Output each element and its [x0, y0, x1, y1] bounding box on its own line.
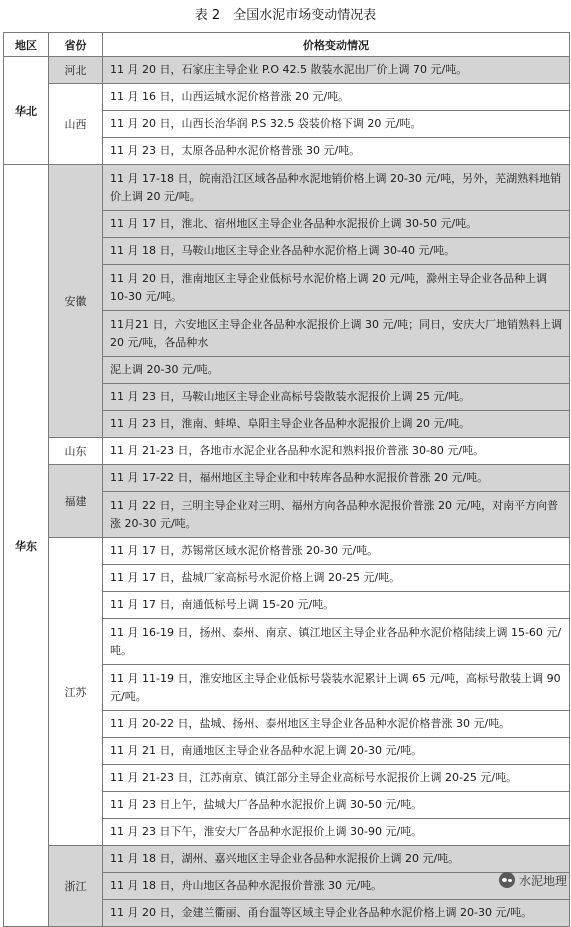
detail-cell: 11 月 18 日，马鞍山地区主导企业各品种水泥价格上调 30-40 元/吨。 — [103, 238, 570, 265]
table-header-row — [4, 33, 570, 57]
detail-cell: 11 月 22 日，三明主导企业对三明、福州方向各品种水泥报价普涨 20 元/吨，对南平方向普涨 20-30 元/吨。 — [103, 492, 570, 538]
province-cell: 山西 — [49, 84, 103, 165]
detail-cell: 11 月 20 日，山西长治华润 P.S 32.5 袋装价格下调 20 元/吨。 — [103, 111, 570, 138]
detail-cell: 11 月 17-18 日，皖南沿江区域各品种水泥地销价格上调 20-30 元/吨，另外，芜湖熟料地销价上调 20 元/吨。 — [103, 165, 570, 211]
table-row — [4, 846, 570, 873]
table-row — [4, 538, 570, 565]
header-region: 地区 — [4, 33, 49, 57]
detail-cell: 11 月 20-22 日，盐城、扬州、泰州地区主导企业各品种水泥价格普涨 30 元/吨。 — [103, 711, 570, 738]
detail-cell: 11 月 23 日，马鞍山地区主导企业高标号袋散装水泥报价上调 25 元/吨。 — [103, 384, 570, 411]
detail-cell: 11 月 20 日，淮南地区主导企业低标号水泥价格上调 20 元/吨，滁州主导企业各品种上调 10-30 元/吨。 — [103, 265, 570, 311]
detail-cell: 11 月 21-23 日，各地市水泥企业各品种水泥和熟料报价普涨 30-80 元/吨。 — [103, 438, 570, 465]
detail-cell: 11 月 23 日，太原各品种水泥价格普涨 30 元/吨。 — [103, 138, 570, 165]
detail-cell: 11 月 17-22 日，福州地区主导企业和中转库各品种水泥报价普涨 20 元/吨。 — [103, 465, 570, 492]
province-cell: 山东 — [49, 438, 103, 465]
wechat-icon — [499, 872, 515, 888]
province-cell: 安徽 — [49, 165, 103, 438]
table-row — [4, 438, 570, 465]
province-cell: 河北 — [49, 57, 103, 84]
table-row — [4, 165, 570, 211]
watermark — [499, 870, 567, 890]
detail-cell: 泥上调 20-30 元/吨。 — [103, 357, 570, 384]
region-cell: 华东 — [4, 165, 49, 927]
detail-cell: 11 月 18 日，湖州、嘉兴地区主导企业各品种水泥报价上调 20 元/吨。 — [103, 846, 570, 873]
detail-cell: 11 月 17 日，盐城厂家高标号水泥价格上调 20-25 元/吨。 — [103, 565, 570, 592]
detail-cell: 11 月 23 日，淮南、蚌埠、阜阳主导企业各品种水泥报价上调 20 元/吨。 — [103, 411, 570, 438]
detail-cell: 11月21 日，六安地区主导企业各品种水泥报价上调 30 元/吨；同日，安庆大厂地销熟料上调 20 元/吨，各品种水 — [103, 311, 570, 357]
table-row — [4, 465, 570, 492]
province-cell: 福建 — [49, 465, 103, 538]
detail-cell: 11 月 21 日，南通地区主导企业各品种水泥上调 20-30 元/吨。 — [103, 738, 570, 765]
detail-cell: 11 月 17 日，淮北、宿州地区主导企业各品种水泥报价上调 30-50 元/吨。 — [103, 211, 570, 238]
detail-cell: 11 月 21-23 日，江苏南京、镇江部分主导企业高标号水泥报价上调 20-25 元/吨。 — [103, 765, 570, 792]
detail-cell: 11 月 18 日，舟山地区各品种水泥报价普涨 30 元/吨。 — [103, 873, 570, 900]
table-row — [4, 57, 570, 84]
detail-cell: 11 月 16-19 日，扬州、泰州、南京、镇江地区主导企业各品种水泥价格陆续上调 15-60 元/吨。 — [103, 619, 570, 665]
detail-cell: 11 月 20 日，石家庄主导企业 P.O 42.5 散装水泥出厂价上调 70 元/吨。 — [103, 57, 570, 84]
cement-price-table — [3, 32, 570, 927]
province-cell: 江苏 — [49, 538, 103, 846]
detail-cell: 11 月 23 日下午，淮安大厂各品种水泥报价上调 30-90 元/吨。 — [103, 819, 570, 846]
detail-cell: 11 月 23 日上午，盐城大厂各品种水泥报价上调 30-50 元/吨。 — [103, 792, 570, 819]
province-cell: 浙江 — [49, 846, 103, 927]
region-cell: 华北 — [4, 57, 49, 165]
detail-cell: 11 月 17 日，南通低标号上调 15-20 元/吨。 — [103, 592, 570, 619]
header-province: 省份 — [49, 33, 103, 57]
detail-cell: 11 月 17 日，苏锡常区域水泥价格普涨 20-30 元/吨。 — [103, 538, 570, 565]
detail-cell: 11 月 11-19 日，淮安地区主导企业低标号袋装水泥累计上调 65 元/吨，高标号散装上调 90 元/吨。 — [103, 665, 570, 711]
detail-cell: 11 月 20 日，金建兰衢丽、甬台温等区域主导企业各品种水泥价格上调 20-30 元/吨。 — [103, 900, 570, 927]
header-detail: 价格变动情况 — [103, 33, 570, 57]
watermark-text: 水泥地理 — [518, 873, 567, 888]
detail-cell: 11 月 16 日，山西运城水泥价格普涨 20 元/吨。 — [103, 84, 570, 111]
table-row — [4, 84, 570, 111]
table-caption: 表 2 全国水泥市场变动情况表 — [194, 8, 377, 23]
